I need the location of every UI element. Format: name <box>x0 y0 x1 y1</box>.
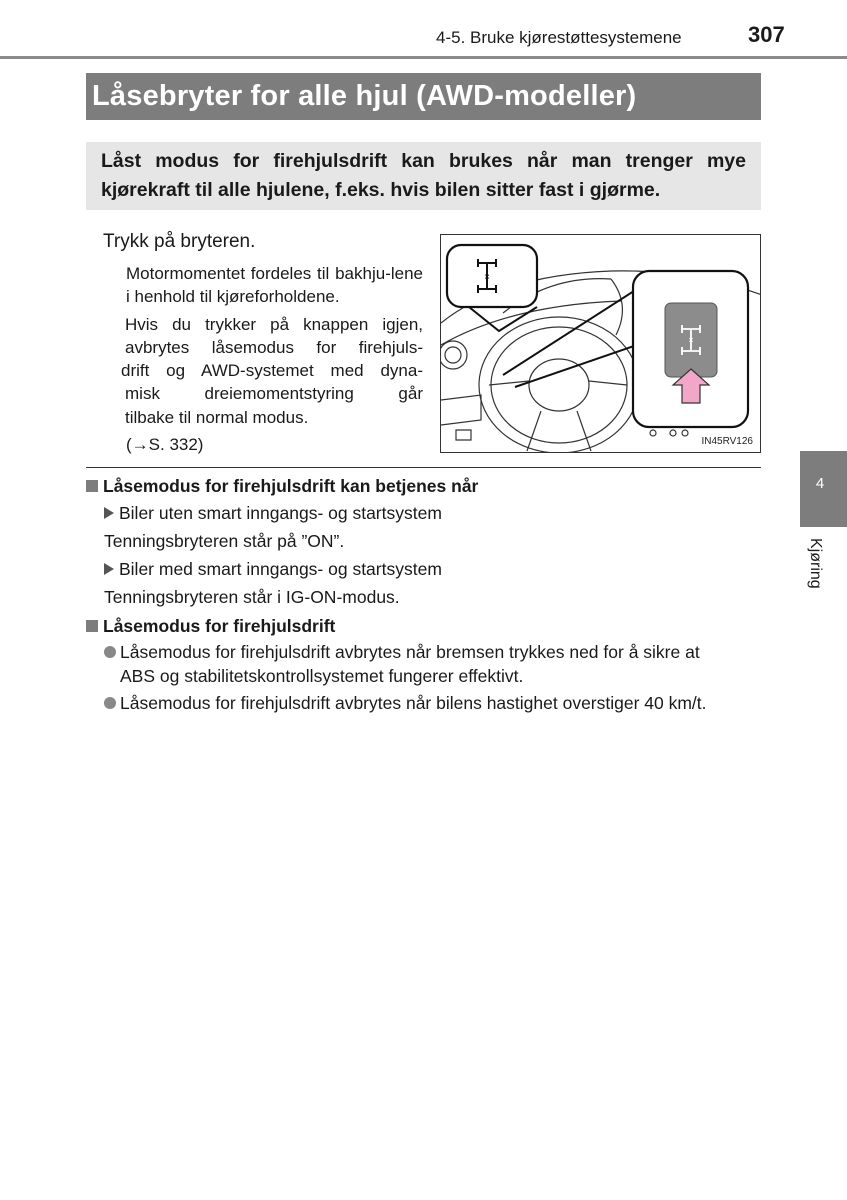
bullet-text: Låsemodus for firehjulsdrift avbrytes når bremsen trykkes ned for å sikre at <box>120 642 700 662</box>
step-title: Trykk på bryteren. <box>103 231 256 252</box>
plain-item: Tenningsbryteren står på ”ON”. <box>104 531 345 551</box>
square-bullet-icon <box>86 620 98 632</box>
svg-text:×: × <box>484 272 490 283</box>
header-divider <box>0 56 847 59</box>
step-para-2-line: misk dreiemomentstyring går <box>125 384 423 404</box>
step-para-2-line: avbrytes låsemodus for firehjuls- <box>125 337 423 357</box>
page-reference: (→S. 332) <box>126 435 204 455</box>
figure-code: IN45RV126 <box>701 436 753 447</box>
chapter-number: 4 <box>815 475 825 492</box>
chapter-tab <box>800 451 847 527</box>
section-heading-text: Låsemodus for firehjulsdrift <box>103 616 336 636</box>
svg-text:×: × <box>688 335 694 345</box>
bullet-text-continued: ABS og stabilitetskontrollsystemet fungerer effektivt. <box>120 666 524 686</box>
bullet-item <box>104 691 761 715</box>
step-para-2 <box>121 313 423 429</box>
triangle-bullet-icon <box>104 507 114 519</box>
circle-bullet-icon <box>104 646 116 658</box>
step-body <box>121 262 423 456</box>
title-bar <box>86 73 761 120</box>
sub-item-text: Biler uten smart inngangs- og startsystem <box>119 503 442 523</box>
step-para-2-line: tilbake til normal modus. <box>125 407 309 427</box>
sub-item-text: Biler med smart inngangs- og startsystem <box>119 559 442 579</box>
chapter-label: Kjøring <box>807 538 824 589</box>
page-number: 307 <box>748 22 785 47</box>
step-para-2-line: drift og AWD-systemet med dyna- <box>121 361 423 381</box>
sub-item <box>104 559 442 580</box>
sub-item <box>104 503 442 524</box>
section-heading <box>86 616 335 637</box>
step-para-2-line: Hvis du trykker på knappen igjen, <box>125 314 423 334</box>
step-para-1: Motormomentet fordeles til bakhju-lene i henhold til kjøreforholdene. <box>126 264 423 307</box>
section-divider <box>86 467 761 468</box>
intro-text: Låst modus for firehjulsdrift kan brukes når man trenger mye kjørekraft til alle hjulene, f.eks. hvis bilen sitter fast i gjørme. <box>101 150 746 201</box>
dashboard-drawing <box>441 235 761 453</box>
bullet-item <box>104 640 761 688</box>
square-bullet-icon <box>86 480 98 492</box>
page-title: Låsebryter for alle hjul (AWD-modeller) <box>92 80 637 112</box>
bullet-text: Låsemodus for firehjulsdrift avbrytes når bilens hastighet overstiger 40 km/t. <box>120 693 707 713</box>
section-heading-text: Låsemodus for firehjulsdrift kan betjenes når <box>103 476 479 496</box>
triangle-bullet-icon <box>104 563 114 575</box>
dashboard-illustration <box>440 234 761 453</box>
intro-box <box>86 142 761 210</box>
plain-item: Tenningsbryteren står i IG-ON-modus. <box>104 587 400 607</box>
circle-bullet-icon <box>104 697 116 709</box>
section-heading <box>86 476 478 497</box>
running-header: 4-5. Bruke kjørestøttesystemene <box>436 28 682 47</box>
